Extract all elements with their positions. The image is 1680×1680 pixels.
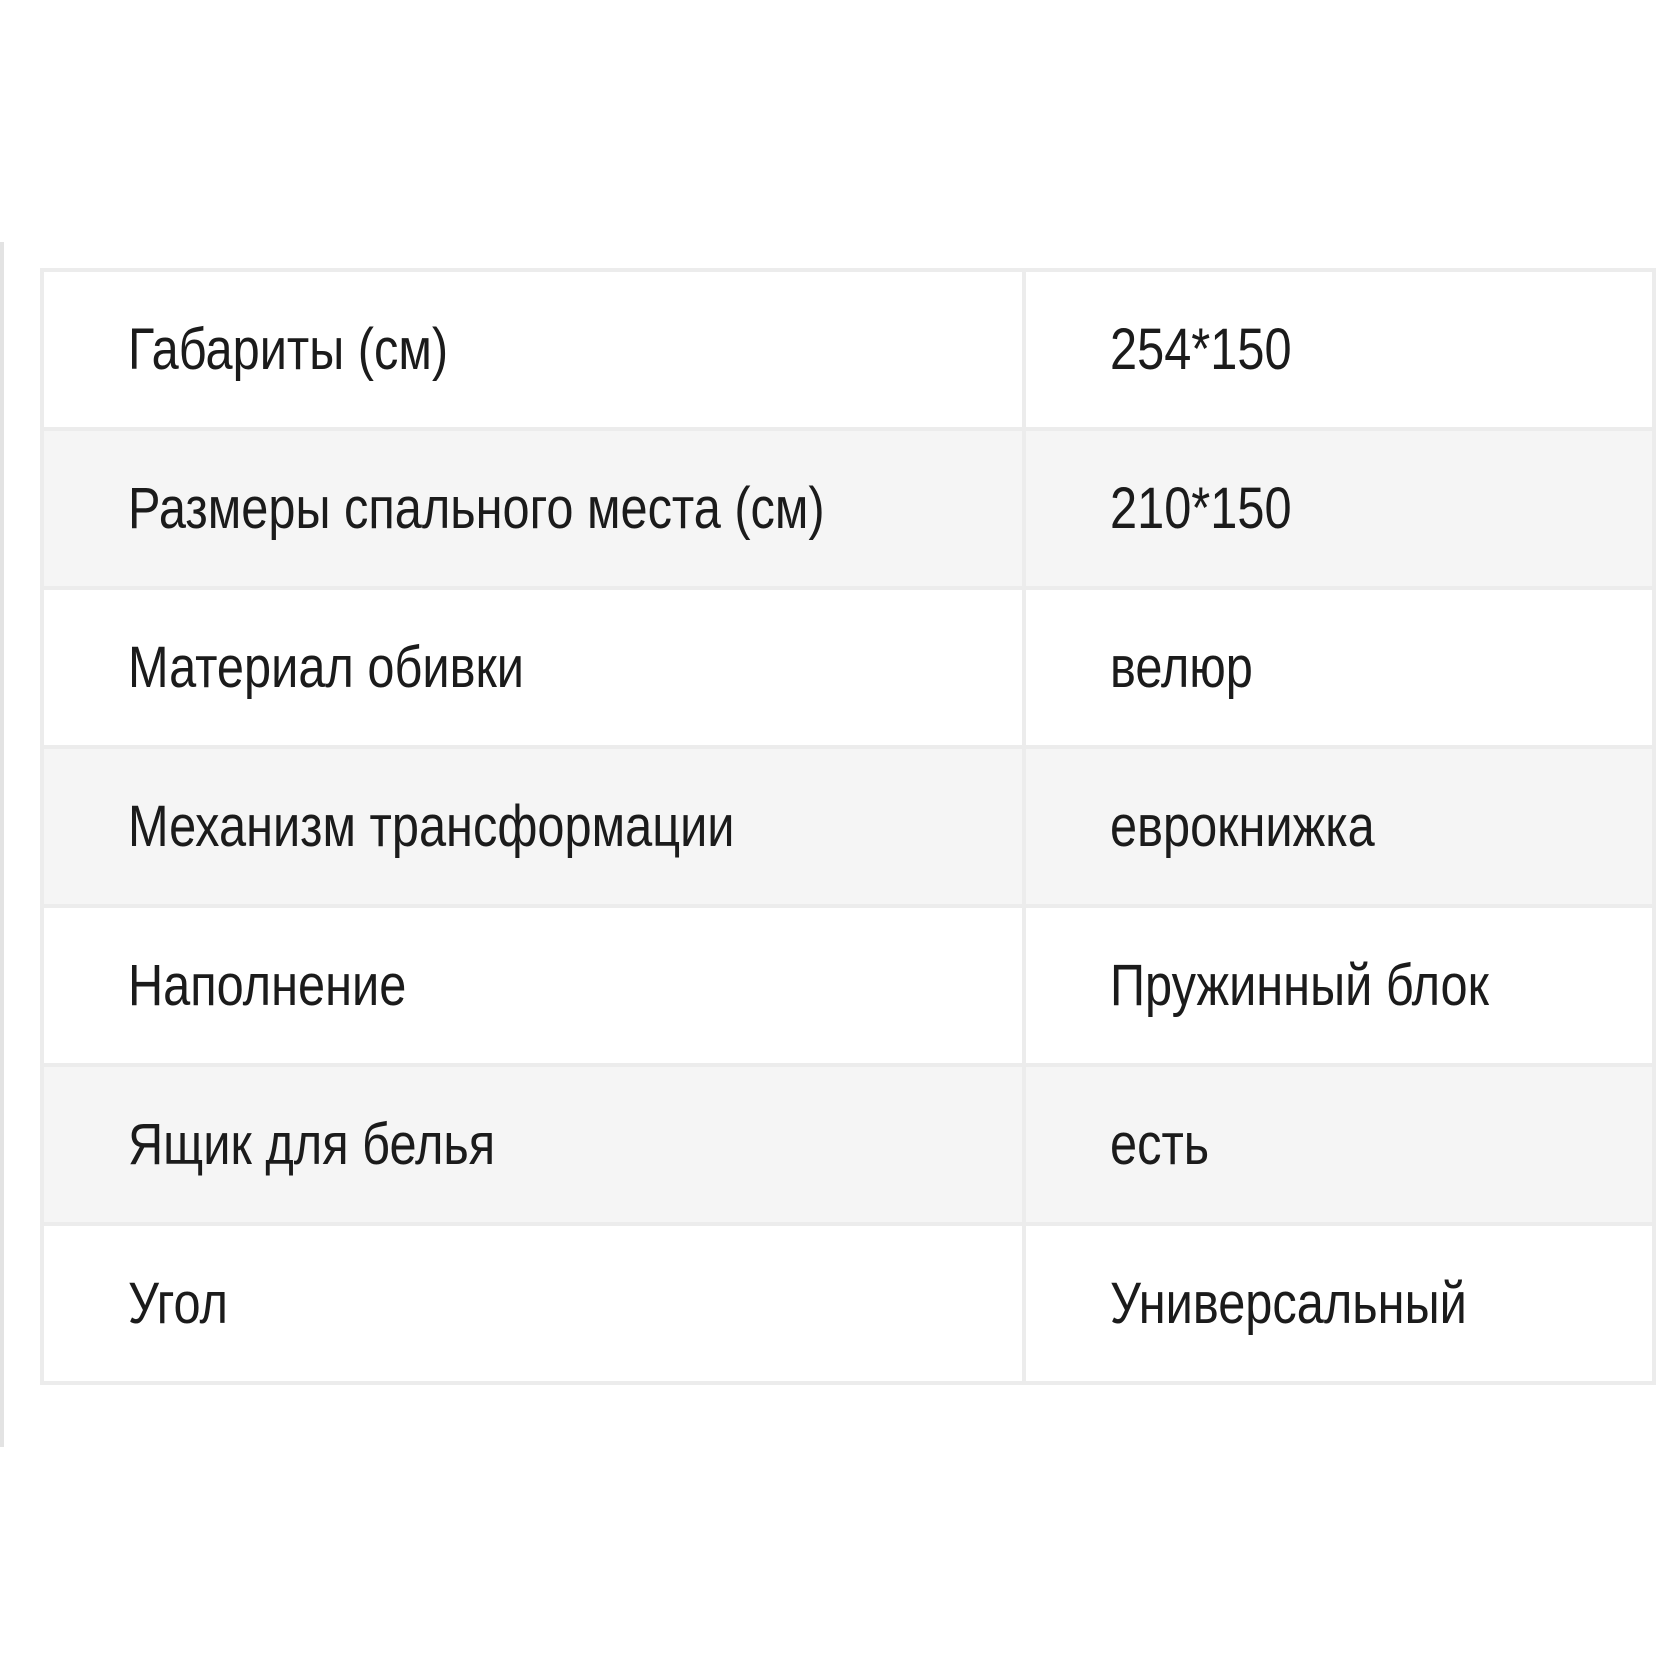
spec-name-cell: [42, 1224, 1024, 1383]
spec-value-cell: [1024, 1065, 1654, 1224]
spec-value: 210*150: [1110, 476, 1292, 541]
spec-name-cell: [42, 429, 1024, 588]
spec-name: Материал обивки: [128, 635, 525, 700]
specs-table: [40, 268, 1656, 1385]
table-row: [42, 588, 1654, 747]
table-row: [42, 906, 1654, 1065]
table-row: [42, 270, 1654, 429]
table-row: [42, 747, 1654, 906]
spec-value: велюр: [1110, 635, 1253, 700]
spec-name-cell: [42, 906, 1024, 1065]
spec-name-cell: [42, 747, 1024, 906]
spec-value: Пружинный блок: [1110, 953, 1489, 1018]
spec-value-cell: [1024, 906, 1654, 1065]
spec-name: Размеры спального места (см): [128, 476, 825, 541]
spec-name-cell: [42, 270, 1024, 429]
spec-value-cell: [1024, 270, 1654, 429]
table-row: [42, 1224, 1654, 1383]
spec-name: Наполнение: [128, 953, 407, 1018]
spec-value-cell: [1024, 1224, 1654, 1383]
spec-value: Универсальный: [1110, 1271, 1467, 1336]
spec-name-cell: [42, 1065, 1024, 1224]
left-edge-divider: [0, 242, 4, 1447]
spec-value: есть: [1110, 1112, 1210, 1177]
table-row: [42, 1065, 1654, 1224]
spec-value-cell: [1024, 429, 1654, 588]
spec-name: Угол: [128, 1271, 228, 1336]
spec-name-cell: [42, 588, 1024, 747]
spec-value-cell: [1024, 747, 1654, 906]
spec-value: еврокнижка: [1110, 794, 1375, 859]
table-row: [42, 429, 1654, 588]
spec-value-cell: [1024, 588, 1654, 747]
spec-name: Габариты (см): [128, 317, 449, 382]
spec-name: Ящик для белья: [128, 1112, 496, 1177]
spec-value: 254*150: [1110, 317, 1292, 382]
spec-name: Механизм трансформации: [128, 794, 735, 859]
